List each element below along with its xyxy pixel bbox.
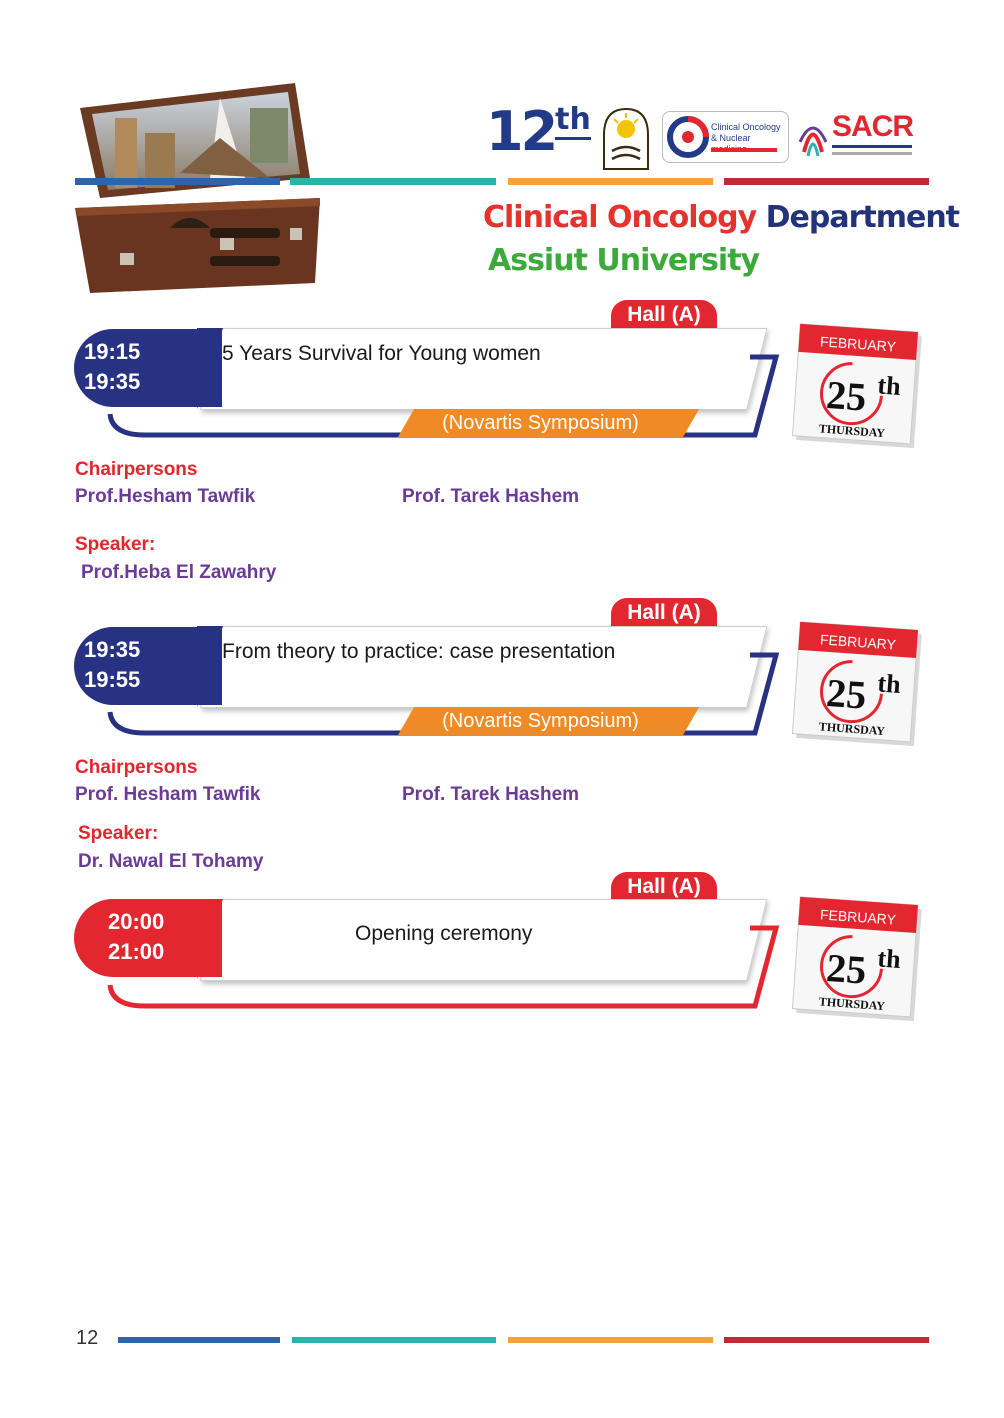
svg-text:th: th bbox=[876, 370, 902, 402]
speaker-name: Dr. Nawal El Tohamy bbox=[78, 851, 264, 872]
svg-text:th: th bbox=[876, 943, 902, 975]
speaker-label: Speaker: bbox=[78, 823, 159, 844]
speaker-name: Prof.Heba El Zawahry bbox=[81, 562, 277, 583]
calendar-icon bbox=[792, 322, 922, 452]
svg-text:FEBRUARY: FEBRUARY bbox=[819, 906, 897, 928]
svg-text:THURSDAY: THURSDAY bbox=[818, 994, 886, 1014]
time-start: 19:15 bbox=[84, 339, 141, 364]
time-end: 19:55 bbox=[84, 667, 141, 692]
chairperson-1: Prof.Hesham Tawfik bbox=[75, 486, 256, 507]
chairpersons-label: Chairpersons bbox=[75, 459, 198, 480]
svg-text:25: 25 bbox=[824, 371, 868, 420]
logo-text-1: Clinical Oncology bbox=[711, 122, 781, 132]
chairperson-2: Prof. Tarek Hashem bbox=[402, 784, 580, 805]
time-start: 20:00 bbox=[108, 909, 165, 934]
svg-text:25: 25 bbox=[824, 669, 868, 718]
department-title: Clinical Oncology Department bbox=[483, 200, 960, 235]
header-rule-red bbox=[724, 178, 929, 185]
symposium-label: (Novartis Symposium) bbox=[442, 412, 639, 434]
hall-badge: Hall (A) bbox=[611, 598, 717, 628]
logo-text-2: & Nuclear bbox=[711, 133, 751, 143]
symposium-label: (Novartis Symposium) bbox=[442, 710, 639, 732]
header-rule-blue bbox=[75, 178, 280, 185]
time-start: 19:35 bbox=[84, 637, 141, 662]
suitcase-illustration bbox=[70, 78, 335, 303]
edition-number: 12th bbox=[486, 100, 591, 163]
svg-text:THURSDAY: THURSDAY bbox=[818, 421, 886, 441]
footer-rule-teal bbox=[292, 1337, 496, 1343]
hall-badge: Hall (A) bbox=[611, 300, 717, 330]
svg-text:FEBRUARY: FEBRUARY bbox=[819, 333, 897, 355]
session-title: From theory to practice: case presentation bbox=[222, 640, 616, 663]
chairperson-2: Prof. Tarek Hashem bbox=[402, 486, 580, 507]
page-number: 12 bbox=[76, 1327, 99, 1349]
header-rule-teal bbox=[290, 178, 496, 185]
time-end: 21:00 bbox=[108, 939, 165, 964]
time-end: 19:35 bbox=[84, 369, 141, 394]
svg-text:THURSDAY: THURSDAY bbox=[818, 719, 886, 739]
sacr-logo bbox=[796, 110, 931, 162]
clinical-oncology-logo bbox=[662, 111, 789, 163]
svg-text:FEBRUARY: FEBRUARY bbox=[819, 631, 897, 653]
university-title: Assiut University bbox=[488, 243, 760, 278]
speaker-label: Speaker: bbox=[75, 534, 156, 555]
calendar-icon bbox=[792, 620, 922, 750]
session-underline bbox=[100, 923, 790, 1015]
sacr-text: SACR bbox=[832, 110, 914, 143]
footer-rule-red bbox=[724, 1337, 929, 1343]
svg-text:25: 25 bbox=[824, 944, 868, 993]
hall-badge: Hall (A) bbox=[611, 872, 717, 902]
footer-rule-blue bbox=[118, 1337, 280, 1343]
footer-rule-orange bbox=[508, 1337, 713, 1343]
session-title: Opening ceremony bbox=[355, 922, 533, 945]
chairperson-1: Prof. Hesham Tawfik bbox=[75, 784, 261, 805]
svg-text:th: th bbox=[876, 668, 902, 700]
calendar-icon bbox=[792, 895, 922, 1025]
oncology-emblem-icon bbox=[667, 116, 709, 158]
header-rule-orange bbox=[508, 178, 713, 185]
chairpersons-label: Chairpersons bbox=[75, 757, 198, 778]
assiut-university-seal bbox=[600, 105, 652, 173]
ribbons-icon bbox=[796, 112, 830, 160]
session-title: 5 Years Survival for Young women bbox=[222, 342, 541, 365]
